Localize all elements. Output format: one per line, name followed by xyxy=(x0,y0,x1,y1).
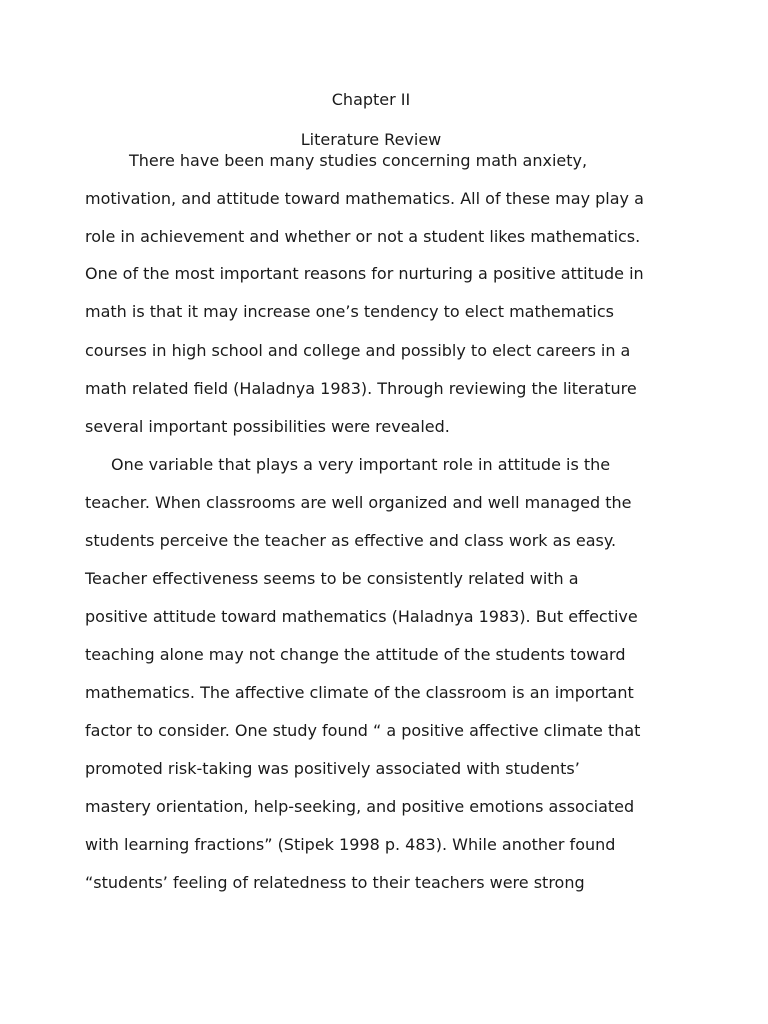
paragraph-1-line-2: motivation, and attitude toward mathematics. All of these may play a xyxy=(85,189,644,208)
paragraph-2-line-4: Teacher effectiveness seems to be consistently related with a xyxy=(85,569,579,588)
paragraph-1-line-4: One of the most important reasons for nurturing a positive attitude in xyxy=(85,264,644,283)
paragraph-1-line-5: math is that it may increase one’s tendency to elect mathematics xyxy=(85,302,614,321)
paragraph-2-line-7: mathematics. The affective climate of the classroom is an important xyxy=(85,683,634,702)
section-title: Literature Review xyxy=(300,130,442,149)
paragraph-1-line-8: several important possibilities were revealed. xyxy=(85,417,450,436)
paragraph-2-line-11: with learning fractions” (Stipek 1998 p. 483). While another found xyxy=(85,835,616,854)
paragraph-2-line-8: factor to consider. One study found “ a positive affective climate that xyxy=(85,721,641,740)
paragraph-2-line-10: mastery orientation, help-seeking, and positive emotions associated xyxy=(85,797,635,816)
paragraph-2-line-2: teacher. When classrooms are well organized and well managed the xyxy=(85,493,632,512)
chapter-title: Chapter II xyxy=(331,90,411,109)
paragraph-1-line-1: There have been many studies concerning math anxiety, xyxy=(129,151,588,170)
paragraph-2-line-6: teaching alone may not change the attitude of the students toward xyxy=(85,645,626,664)
paragraph-2-line-12: “students’ feeling of relatedness to their teachers were strong xyxy=(85,873,585,892)
paragraph-1-line-6: courses in high school and college and possibly to elect careers in a xyxy=(85,341,631,360)
paragraph-2-line-3: students perceive the teacher as effective and class work as easy. xyxy=(85,531,617,550)
paragraph-1-line-3: role in achievement and whether or not a student likes mathematics. xyxy=(85,227,641,246)
paragraph-1-line-7: math related field (Haladnya 1983). Through reviewing the literature xyxy=(85,379,637,398)
paragraph-2-line-9: promoted risk-taking was positively associated with students’ xyxy=(85,759,580,778)
paragraph-2-line-1: One variable that plays a very important role in attitude is the xyxy=(111,455,611,474)
paragraph-2-line-5: positive attitude toward mathematics (Haladnya 1983). But effective xyxy=(85,607,638,626)
